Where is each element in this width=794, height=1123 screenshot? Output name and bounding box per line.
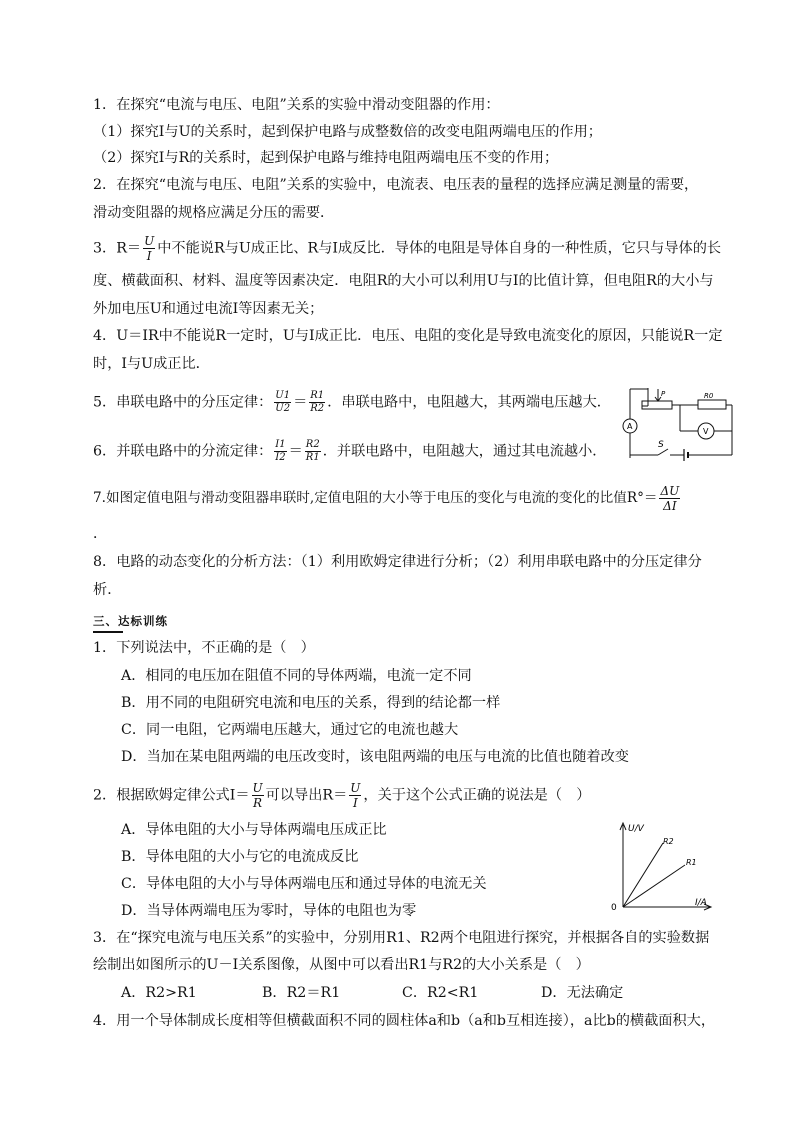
u1-u2-fraction: [274, 391, 291, 414]
summary-line-3c: 外加电压U和通过电流I等因素无关；: [93, 301, 324, 317]
l3-text: 中不能说R与U成正比、R与I成反比．导体的电阻是导体自身的一种性质，它只与导体的长: [157, 240, 722, 257]
summary-line-8a: 8．电路的动态变化的分析方法：（1）利用欧姆定律进行分析；（2）利用串联电路中的分压定律分: [93, 554, 702, 570]
q1-option-b: B．用不同的电阻研究电流和电压的关系，得到的结论都一样: [121, 695, 501, 711]
r0-label: R0: [704, 392, 714, 400]
u-i-graph: [605, 815, 715, 915]
frac-den: I: [352, 796, 358, 810]
voltmeter-label: V: [703, 427, 709, 436]
ammeter-label: A: [627, 422, 633, 431]
frac-num: U: [144, 234, 155, 248]
u-over-i-fraction: [143, 235, 155, 262]
line-r2: [623, 843, 663, 907]
line-r1: [623, 865, 685, 907]
q1-option-a: A．相同的电压加在阻值不同的导体两端，电流一定不同: [121, 668, 472, 684]
frac-num: U: [350, 781, 361, 795]
r1-r2-fraction: [309, 391, 325, 414]
q2-option-c: C．导体电阻的大小与导体两端电压和通过导体的电流无关: [121, 876, 487, 892]
summary-line-5: 5．串联电路中的分压定律： $\frac{U1}{U2}$ ＝ $\frac{R1}{R2}$ ．串联电路中，电阻越大，其两端电压越大．: [93, 390, 611, 414]
frac-num: R2: [305, 439, 320, 450]
summary-line-6: 6．并联电路中的分流定律： $\frac{I1}{I2}$ ＝ $\frac{R2}{R1}$ ．并联电路中，电阻越大，通过其电流越小．: [93, 439, 607, 463]
summary-line-3: [93, 235, 721, 262]
section-rule: [93, 631, 123, 633]
u-over-r-fraction: [252, 782, 264, 809]
q1-option-c: C．同一电阻，它两端电压越大，通过它的电流也越大: [121, 722, 459, 738]
q3-option-b: B．R2＝R1: [262, 985, 341, 1001]
l6-text: ．并联电路中，电阻越大，通过其电流越小．: [322, 443, 607, 460]
summary-line-7-dot: ．: [93, 526, 108, 542]
l5-prefix: 5．串联电路中的分压定律：: [93, 394, 273, 411]
frac-num: ΔU: [660, 484, 680, 498]
summary-line-1a: （1）探究I与U的关系时，起到保护电路与成整数倍的改变电阻两端电压的作用；: [93, 124, 602, 140]
u-over-i-fraction: [349, 782, 361, 809]
r1-label: R1: [686, 858, 697, 867]
frac-den: I2: [275, 452, 286, 463]
q2-stem: [93, 782, 590, 809]
section-title: 三、达标训练: [93, 614, 168, 628]
frac-den: R: [253, 796, 263, 810]
q2-option-b: B．导体电阻的大小与它的电流成反比: [121, 849, 359, 865]
frac-den: ΔI: [663, 499, 677, 513]
frac-num: I1: [275, 439, 286, 450]
r2-r1-fraction: [305, 440, 321, 463]
summary-line-4a: 4．U＝IR中不能说R一定时，U与I成正比．电压、电阻的变化是导致电流变化的原因，只能说R一定: [93, 328, 723, 344]
l6-prefix: 6．并联电路中的分流定律：: [93, 443, 273, 460]
y-label: U/V: [628, 824, 644, 834]
frac-den: U2: [275, 403, 291, 414]
frac-den: I: [146, 249, 152, 263]
q3-option-c: C．R2<R1: [402, 985, 479, 1001]
resistor-r0: [698, 400, 726, 409]
q3-option-d: D．无法确定: [541, 985, 624, 1001]
i1-i2-fraction: [274, 440, 286, 463]
x-label: I/A: [695, 898, 707, 908]
q2-option-a: A．导体电阻的大小与导体两端电压成正比: [121, 822, 387, 838]
summary-line-2b: 滑动变阻器的规格应满足分压的需要．: [93, 205, 335, 221]
summary-line-7: [93, 485, 682, 512]
q3-stem-a: 3．在“探究电流与电压关系”的实验中，分别用R1、R2两个电阻进行探究，并根据各自的实验数据: [93, 930, 710, 946]
switch-label: S: [658, 440, 664, 450]
summary-line-3b: 度、横截面积、材料、温度等因素决定．电阻R的大小可以利用U与I的比值计算，但电阻R的大小与: [93, 273, 714, 289]
l7-prefix: 7.如图定值电阻与滑动变阻器串联时,定值电阻的大小等于电压的变化与电流的变化的比值R°＝: [93, 490, 658, 506]
q1-option-d: D．当加在某电阻两端的电压改变时，该电阻两端的电压与电流的比值也随着改变: [121, 749, 629, 765]
q2-mid: 可以导出R＝: [265, 787, 348, 804]
q1-stem: 1．下列说法中，不正确的是（ ）: [93, 640, 315, 656]
r2-label: R2: [663, 837, 674, 846]
l5-text: ．串联电路中，电阻越大，其两端电压越大．: [327, 394, 611, 411]
q2-suffix: ，关于这个公式正确的说法是（ ）: [363, 787, 591, 804]
p-label: P: [661, 390, 666, 398]
frac-den: R2: [310, 403, 325, 414]
rheostat: [642, 401, 672, 409]
q3-option-a: A．R2>R1: [121, 985, 197, 1001]
summary-line-8b: 析．: [93, 582, 122, 598]
delta-fraction: [659, 485, 680, 512]
summary-line-1b: （2）探究I与R的关系时，起到保护电路与维持电阻两端电压不变的作用；: [93, 150, 559, 166]
origin-label: 0: [611, 903, 617, 913]
frac-num: R1: [310, 390, 325, 401]
l3-prefix: 3．R＝: [93, 240, 142, 257]
q4-stem: 4．用一个导体制成长度相等但横截面积不同的圆柱体a和b（a和b互相连接），a比b的横截面积大，: [93, 1013, 716, 1029]
frac-num: U: [252, 781, 263, 795]
q2-option-d: D．当导体两端电压为零时，导体的电阻也为零: [121, 903, 417, 919]
circuit-diagram: [618, 383, 738, 463]
frac-num: U1: [275, 390, 291, 401]
frac-den: R1: [305, 452, 320, 463]
summary-line-1: 1．在探究“电流与电压、电阻”关系的实验中滑动变阻器的作用：: [93, 97, 500, 113]
summary-line-4b: 时，I与U成正比．: [93, 356, 210, 372]
summary-line-2a: 2．在探究“电流与电压、电阻”关系的实验中，电流表、电压表的量程的选择应满足测量的需要，: [93, 177, 699, 193]
q3-stem-b: 绘制出如图所示的U－I关系图像，从图中可以看出R1与R2的大小关系是（ ）: [93, 957, 590, 973]
q2-prefix: 2．根据欧姆定律公式I＝: [93, 787, 250, 804]
